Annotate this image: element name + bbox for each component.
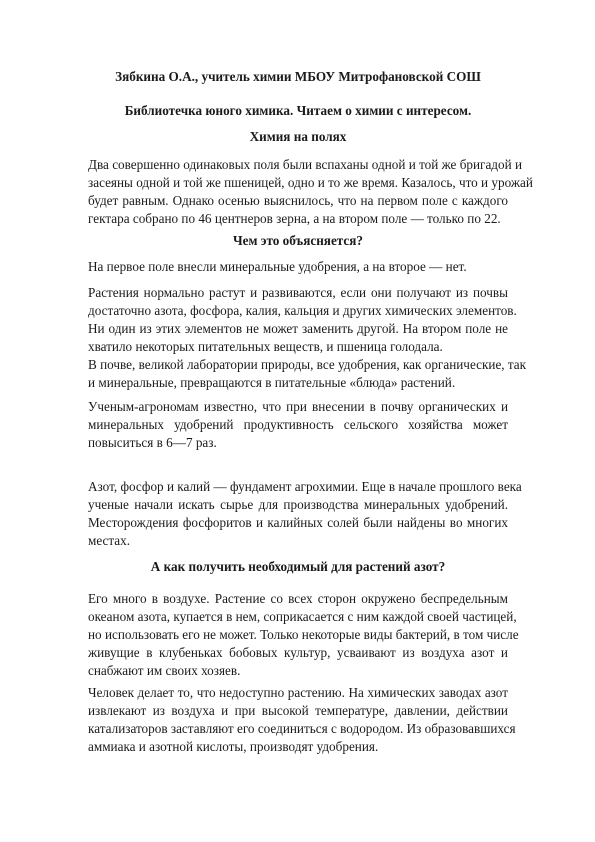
text-line: гектара собрано по 46 центнеров зерна, а на втором поле — только по 22. [88,211,501,226]
text-line: минеральных удобрений продуктивность сельского хозяйства может [88,417,508,432]
paragraph-answer [88,258,508,276]
paragraph-intro [88,156,533,228]
question-heading-2: А как получить необходимый для растений азот? [150,559,446,574]
article-title: Химия на полях [249,129,347,144]
text-line: Ученым-агрономам известно, что при внесении в почву органических и [88,399,508,414]
text-line: катализаторов заставляют его соединиться с водородом. Из образовавшихся [88,721,516,736]
text-line: океаном азота, купается в нем, соприкасается с ним каждой своей частицей, [88,609,517,624]
text-line: хватило некоторых питательных веществ, и пшеница голодала. [88,339,443,354]
text-line: Растения нормально растут и развиваются, если они получают из почвы [88,285,508,300]
series-title: Библиотечка юного химика. Читаем о химии с интересом. [124,103,472,118]
text-line: местах. [88,533,131,548]
paragraph-growth [88,284,517,356]
text-line: повыситься в 6—7 раз. [88,435,217,450]
paragraph-air [88,590,519,680]
text-line: В почве, великой лаборатории природы, все удобрения, как органические, так [88,357,527,372]
text-line: будет равным. Однако осенью выяснилось, что на первом поле с каждого [88,193,508,208]
text-line: Ни один из этих элементов не может заменить другой. На втором поле не [88,321,508,336]
paragraph-agronomists [88,398,508,452]
text-line: На первое поле внесли минеральные удобрения, а на второе — нет. [88,259,467,274]
author-line: Зябкина О.А., учитель химии МБОУ Митрофановской СОШ [115,69,481,84]
text-line: извлекают из воздуха и при высокой температуре, давлении, действии [88,703,508,718]
text-line: Его много в воздухе. Растение со всех сторон окружено беспредельным [88,591,508,606]
text-line: аммиака и азотной кислоты, производят удобрения. [88,739,379,754]
text-line: и минеральные, превращаются в питательные «блюда» растений. [88,375,456,390]
text-line: Два совершенно одинаковых поля были вспаханы одной и той же бригадой и [88,157,523,172]
text-line: засеяны одной и той же пшеницей, одно и то же время. Казалось, что и урожай [88,175,533,190]
paragraph-soil [88,356,527,392]
text-line: Месторождения фосфоритов и калийных солей были найдены во многих [88,515,508,530]
text-line: снабжают им своих хозяев. [88,663,241,678]
text-line: достаточно азота, фосфора, калия, кальция и других химических элементов. [88,303,517,318]
text-line: Азот, фосфор и калий — фундамент агрохимии. Еще в начале прошлого века [88,479,522,494]
paragraph-foundation [88,478,522,550]
text-line: живущие в клубеньках бобовых культур, усваивают из воздуха азот и [88,645,508,660]
question-heading-1: Чем это объясняется? [232,233,364,248]
text-line: ученые начали искать сырье для производства минеральных удобрений. [88,497,508,512]
text-line: но использовать его не может. Только некоторые виды бактерий, в том числе [88,627,519,642]
text-line: Человек делает то, что недоступно растению. На химических заводах азот [88,685,508,700]
paragraph-industry [88,684,516,756]
